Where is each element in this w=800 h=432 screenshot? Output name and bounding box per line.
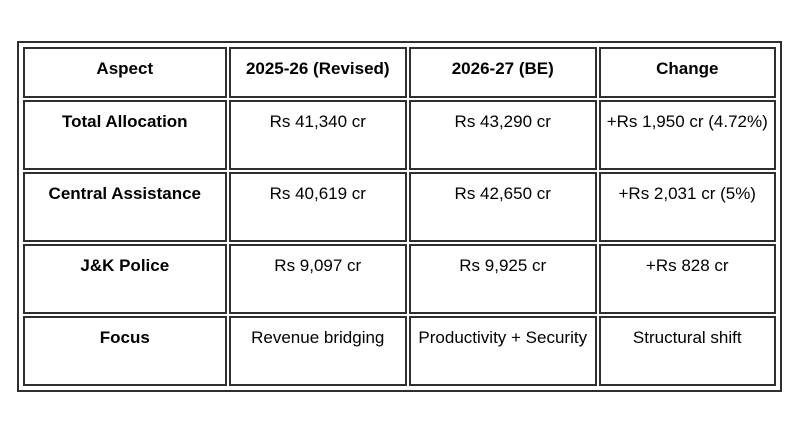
table-cell: Rs 42,650 cr bbox=[409, 172, 597, 242]
table-cell: Rs 43,290 cr bbox=[409, 100, 597, 170]
budget-table-frame bbox=[17, 41, 782, 392]
table-header-row bbox=[23, 47, 776, 98]
table-cell: Rs 40,619 cr bbox=[229, 172, 407, 242]
table-cell: Revenue bridging bbox=[229, 316, 407, 386]
table-cell: +Rs 2,031 cr (5%) bbox=[599, 172, 777, 242]
row-aspect-cell: Central Assistance bbox=[23, 172, 227, 242]
table-cell: Productivity + Security bbox=[409, 316, 597, 386]
row-aspect-cell: Total Allocation bbox=[23, 100, 227, 170]
table-cell: Rs 9,097 cr bbox=[229, 244, 407, 314]
table-cell: +Rs 828 cr bbox=[599, 244, 777, 314]
row-aspect-cell: Focus bbox=[23, 316, 227, 386]
header-2025-26-revised: 2025-26 (Revised) bbox=[229, 47, 407, 98]
header-change: Change bbox=[599, 47, 777, 98]
row-aspect-cell: J&K Police bbox=[23, 244, 227, 314]
table-cell: Rs 9,925 cr bbox=[409, 244, 597, 314]
table-cell: Rs 41,340 cr bbox=[229, 100, 407, 170]
table-row bbox=[23, 100, 776, 170]
table-cell: Structural shift bbox=[599, 316, 777, 386]
table-row bbox=[23, 316, 776, 386]
table-row bbox=[23, 244, 776, 314]
header-2026-27-be: 2026-27 (BE) bbox=[409, 47, 597, 98]
table-cell: +Rs 1,950 cr (4.72%) bbox=[599, 100, 777, 170]
table-row bbox=[23, 172, 776, 242]
header-aspect: Aspect bbox=[23, 47, 227, 98]
budget-comparison-table bbox=[21, 45, 778, 388]
